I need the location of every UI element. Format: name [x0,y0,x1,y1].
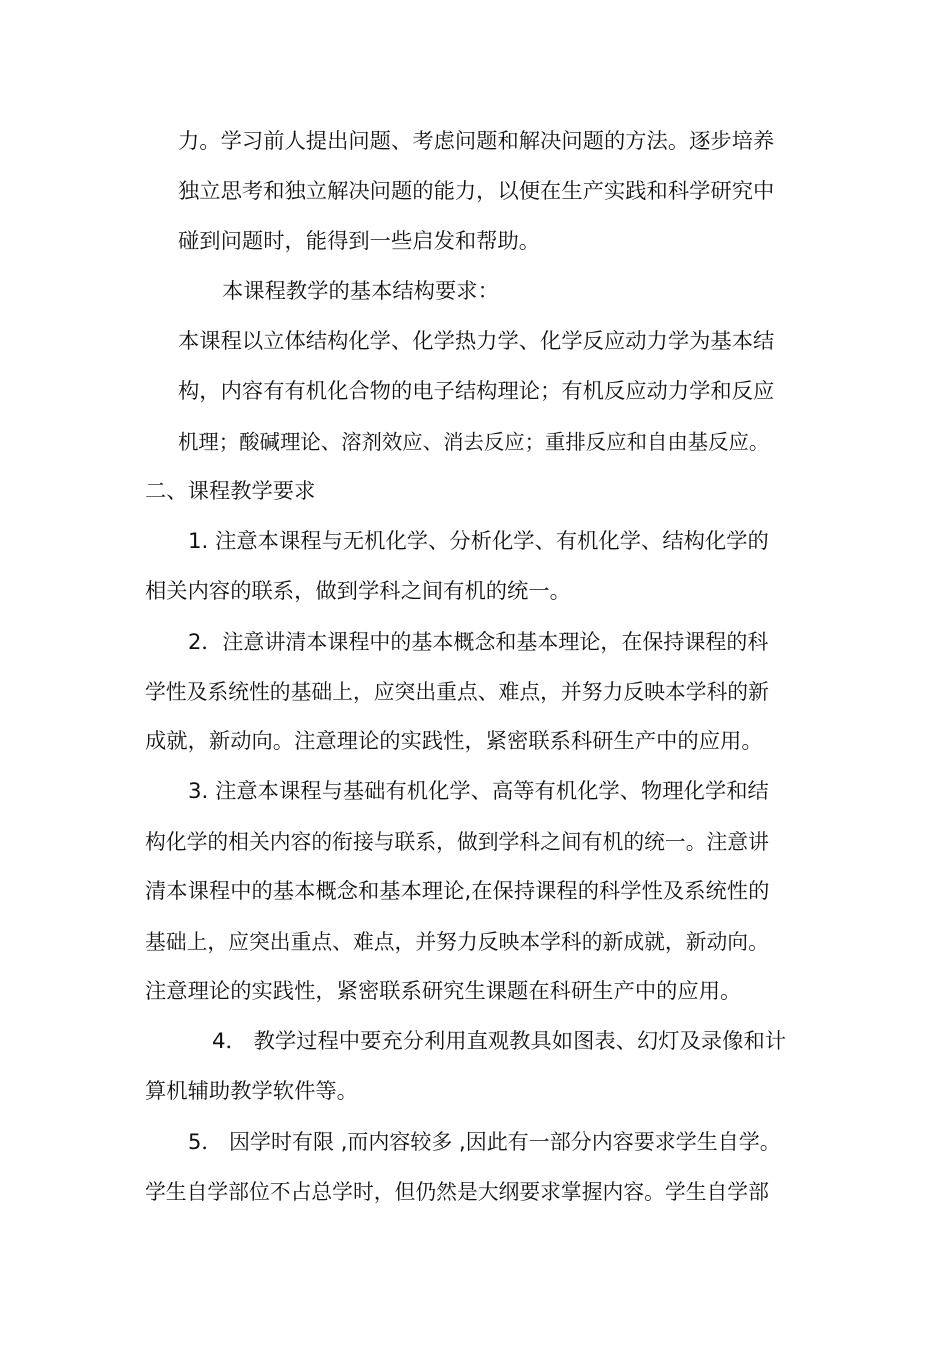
paragraph-line: 学性及系统性的基础上，应突出重点、难点，并努力反映本学科的新 [145,680,769,704]
list-item-2: 2．注意讲清本课程中的基本概念和基本理论，在保持课程的科 [188,630,769,654]
paragraph-line: 基础上，应突出重点、难点，并努力反映本学科的新成就，新动向。 [145,930,769,954]
paragraph-line: 学生自学部位不占总学时，但仍然是大纲要求掌握内容。学生自学部 [145,1180,769,1204]
list-item-3: 3. 注意本课程与基础有机化学、高等有机化学、物理化学和结 [188,779,769,804]
paragraph-line: 算机辅助教学软件等。 [145,1079,358,1104]
list-item-1: 1. 注意本课程与无机化学、分析化学、有机化学、结构化学的 [188,529,769,554]
paragraph-line: 机理；酸碱理论、溶剂效应、消去反应；重排反应和自由基反应。 [178,430,770,454]
paragraph-line: 清本课程中的基本概念和基本理论,在保持课程的科学性及系统性的 [145,879,770,904]
list-item-5: 5． 因学时有限 ,而内容较多 ,因此有一部分内容要求学生自学。 [188,1130,781,1154]
paragraph-line: 注意理论的实践性，紧密联系研究生课题在科研生产中的应用。 [145,979,742,1004]
paragraph-line: 力。学习前人提出问题、考虑问题和解决问题的方法。逐步培养 [178,129,775,154]
paragraph-line: 相关内容的联系，做到学科之间有机的统一。 [145,579,571,604]
paragraph-line: 构，内容有有机化合物的电子结构理论；有机反应动力学和反应 [178,379,775,404]
list-item-4: 4． 教学过程中要充分利用直观教具如图表、幻灯及录像和计 [212,1029,787,1054]
paragraph-line: 成就，新动向。注意理论的实践性，紧密联系科研生产中的应用。 [145,729,763,754]
paragraph-line: 碰到问题时，能得到一些启发和帮助。 [178,229,541,254]
paragraph-line: 本课程以立体结构化学、化学热力学、化学反应动力学为基本结 [178,329,775,354]
section-heading: 二、课程教学要求 [145,479,316,504]
paragraph-line: 构化学的相关内容的衔接与联系，做到学科之间有机的统一。注意讲 [145,830,769,854]
paragraph-line: 独立思考和独立解决问题的能力，以便在生产实践和科学研究中 [178,179,775,204]
section-subheading: 本课程教学的基本结构要求： [222,279,499,304]
